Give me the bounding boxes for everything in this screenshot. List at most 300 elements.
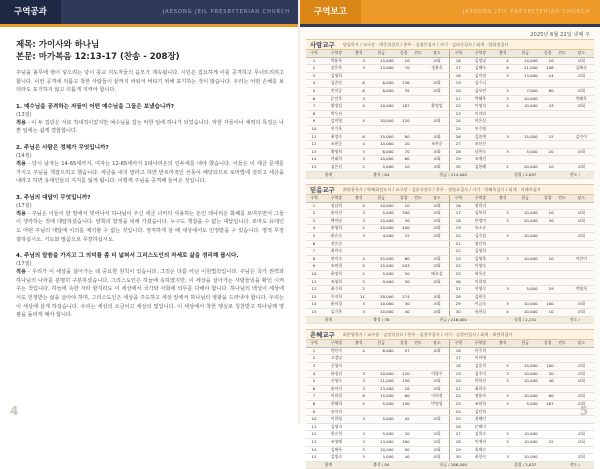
table-cell: 문해미 — [466, 423, 495, 431]
table-row — [306, 225, 594, 233]
table-cell: 교회 — [568, 454, 594, 462]
table-cell: 3 — [495, 454, 511, 462]
table-cell — [511, 240, 540, 248]
table-cell: 7,000 — [511, 87, 540, 95]
table-cell: 14 — [306, 301, 322, 309]
table-cell — [412, 423, 425, 431]
table-cell: 교회 — [568, 103, 594, 111]
table-cell: 40 — [396, 309, 412, 317]
church-name-right: JAESONG JEIL PRESBYTERIAN CHURCH — [462, 9, 590, 15]
table-cell: 17 — [450, 355, 466, 363]
total-row — [306, 316, 594, 324]
table-cell — [367, 110, 396, 118]
table-cell — [412, 263, 425, 271]
table-row — [306, 263, 594, 271]
table-cell: 하정선 — [322, 370, 351, 378]
table-cell: 교회 — [424, 255, 450, 263]
table-cell — [556, 233, 569, 241]
table-cell — [412, 125, 425, 133]
table-row — [306, 57, 594, 65]
table-cell: 10 — [396, 57, 412, 65]
table-cell: 교회 — [424, 454, 450, 462]
table-cell: 130 — [396, 400, 412, 408]
table-cell: 박우선 — [322, 110, 351, 118]
table-cell: 2 — [351, 163, 367, 171]
table-cell: 24 — [450, 118, 466, 126]
table-cell: 10,000 — [511, 393, 540, 401]
table-cell: 5,000 — [511, 148, 540, 156]
table-cell: 교회 — [424, 309, 450, 317]
table-cell — [424, 362, 450, 370]
table-cell: 136 — [396, 80, 412, 88]
table-row — [306, 87, 594, 95]
table-cell — [396, 408, 412, 416]
table-cell — [556, 87, 569, 95]
table-cell: 3 — [495, 87, 511, 95]
table-cell: 최정숙 — [322, 133, 351, 141]
table-cell: 26 — [450, 278, 466, 286]
table-cell — [367, 125, 396, 133]
table-cell — [568, 385, 594, 393]
table-cell: 교회 — [568, 301, 594, 309]
table-cell: 30 — [396, 278, 412, 286]
table-cell: 27 — [450, 141, 466, 149]
table-cell: 20,000 — [511, 163, 540, 171]
table-cell: 최혜숙 — [466, 446, 495, 454]
table-cell — [412, 286, 425, 294]
table-cell: 교회 — [568, 438, 594, 446]
table-cell: 27 — [450, 286, 466, 294]
table-cell — [511, 271, 540, 279]
table-cell — [540, 233, 556, 241]
table-row — [306, 362, 594, 370]
table-cell — [568, 355, 594, 363]
table-cell: 고경남 — [322, 355, 351, 363]
table-cell — [556, 423, 569, 431]
total-cell: 전도 / — [556, 461, 594, 469]
table-cell: 120 — [396, 370, 412, 378]
right-page — [300, 0, 600, 467]
table-cell — [556, 454, 569, 462]
table-cell: 조인선 — [466, 141, 495, 149]
table-cell: 6 — [306, 385, 322, 393]
table-cell: 교회 — [424, 202, 450, 210]
table-cell: 10,000 — [511, 95, 540, 103]
table-cell — [367, 355, 396, 363]
table-cell: 10,000 — [511, 431, 540, 439]
table-cell: 교회 — [424, 431, 450, 439]
table-cell: 교회 — [568, 309, 594, 317]
table-cell: 이지희 — [322, 293, 351, 301]
table-cell — [424, 286, 450, 294]
table-cell — [556, 163, 569, 171]
table-cell: 이영주 — [424, 370, 450, 378]
table-row — [306, 423, 594, 431]
table-cell: 김주미 — [466, 370, 495, 378]
table-cell: 전은순 — [322, 240, 351, 248]
table-cell — [367, 362, 396, 370]
table-cell: 3 — [495, 210, 511, 218]
table-cell — [351, 72, 367, 80]
table-cell — [540, 454, 556, 462]
table-cell: 5 — [495, 362, 511, 370]
table-cell: 이은실 — [466, 118, 495, 126]
table-cell: 교회 — [424, 446, 450, 454]
total-cell: 출석 / 84 — [351, 461, 412, 469]
table-cell: 42 — [396, 416, 412, 424]
table-cell — [568, 110, 594, 118]
question-heading: 1. 예수님을 공격하는 자들이 어떤 예수님을 그들은 보냈습니까? — [16, 103, 174, 110]
table-cell: 3 — [306, 72, 322, 80]
table-cell — [540, 263, 556, 271]
table-cell: 3 — [351, 148, 367, 156]
table-row — [306, 110, 594, 118]
table-cell — [396, 72, 412, 80]
table-cell — [412, 103, 425, 111]
table-cell: 김미정 — [466, 72, 495, 80]
table-cell — [412, 355, 425, 363]
table-cell: 17 — [450, 65, 466, 73]
total-cell: 성경 / 2,837 — [495, 461, 556, 469]
table-cell — [412, 233, 425, 241]
table-cell: 100 — [540, 362, 556, 370]
table-cell: 30 — [540, 217, 556, 225]
table-cell — [540, 141, 556, 149]
table-cell: 3 — [495, 438, 511, 446]
table-cell: 3 — [351, 309, 367, 317]
table-cell: 김주이 — [568, 133, 594, 141]
table-cell: 60 — [396, 255, 412, 263]
table-row — [306, 156, 594, 164]
table-cell: 23 — [450, 255, 466, 263]
table-cell: 35 — [396, 87, 412, 95]
table-cell: 3 — [351, 370, 367, 378]
table-cell — [495, 446, 511, 454]
table-cell: 최미숙 — [322, 248, 351, 256]
table-row — [306, 378, 594, 386]
table-cell — [556, 95, 569, 103]
table-cell: 4 — [351, 103, 367, 111]
table-cell — [540, 202, 556, 210]
column-header: 성경 — [540, 50, 556, 57]
table-cell: 22 — [450, 393, 466, 401]
table-cell: 6,000 — [367, 148, 396, 156]
table-cell: 15 — [396, 233, 412, 241]
table-cell: 10,000 — [367, 202, 396, 210]
table-cell — [568, 225, 594, 233]
table-cell: 조연희 — [466, 400, 495, 408]
table-cell: 120 — [396, 118, 412, 126]
question-application — [16, 210, 284, 244]
table-cell: 김영옥 — [466, 255, 495, 263]
table-cell: 300 — [396, 438, 412, 446]
table-cell: 김보연 — [466, 87, 495, 95]
table-cell: 17 — [450, 210, 466, 218]
total-cell: 헌금 / 266,000 — [412, 461, 495, 469]
table-cell — [495, 118, 511, 126]
district-header — [306, 329, 594, 340]
table-row — [306, 65, 594, 73]
application-label: 적용 — [16, 160, 27, 167]
table-cell — [495, 156, 511, 164]
table-row — [306, 278, 594, 286]
table-cell — [540, 293, 556, 301]
table-cell: 28 — [450, 438, 466, 446]
column-header: 헌금 — [511, 340, 540, 347]
table-cell: 교회 — [424, 293, 450, 301]
table-cell: 3 — [351, 210, 367, 218]
column-header: 구역장 — [322, 340, 351, 347]
table-cell: 5,000 — [367, 431, 396, 439]
table-cell: 3 — [351, 233, 367, 241]
table-cell: 10 — [306, 125, 322, 133]
table-cell — [556, 370, 569, 378]
column-header: 구역장 — [322, 195, 351, 202]
table-cell: 4,000 — [367, 233, 396, 241]
table-cell — [412, 446, 425, 454]
table-cell: 13 — [306, 438, 322, 446]
table-cell: 김영희 — [322, 72, 351, 80]
table-cell: 허옥순 — [466, 271, 495, 279]
table-cell: 60 — [396, 393, 412, 401]
column-header: 전도 — [556, 195, 569, 202]
table-row — [306, 347, 594, 355]
table-cell: 유소순 — [466, 225, 495, 233]
table-cell: 유헌실 — [466, 309, 495, 317]
table-cell: 김정남 — [466, 57, 495, 65]
table-cell: 23 — [450, 110, 466, 118]
table-cell: 10,000 — [367, 446, 396, 454]
table-cell: 21 — [450, 95, 466, 103]
table-cell — [396, 362, 412, 370]
table-cell: 8,000 — [367, 87, 396, 95]
table-cell: 16 — [450, 57, 466, 65]
table-cell: 20 — [396, 431, 412, 439]
table-cell: 28,000 — [367, 293, 396, 301]
table-cell: 80 — [396, 133, 412, 141]
table-cell: 15,000 — [367, 57, 396, 65]
table-cell — [412, 408, 425, 416]
table-cell — [540, 110, 556, 118]
table-cell — [556, 240, 569, 248]
table-cell — [568, 202, 594, 210]
page-number-right: 5 — [579, 404, 588, 418]
table-row — [306, 400, 594, 408]
table-cell — [556, 378, 569, 386]
table-cell: 18 — [450, 362, 466, 370]
table-cell — [351, 408, 367, 416]
table-cell: 교회 — [568, 378, 594, 386]
table-cell: 13 — [306, 148, 322, 156]
lesson-intro: 주님을 올무에 엮어 넣으려는 당시 종교 지도자들의 음모가 계속됩니다. 시민은 집요하게 이를 공격하고 무너뜨리려고 합니다. 이런 공격에 의롭고 착한 사람들이 끝까지 싸워서 버티기 위해 포기하는 것이 많습니다. 우리는 어떤 손해를 보더라도 포기하지 않고 의롭게 지켜야 합니다. — [16, 70, 284, 94]
table-cell: 교회 — [424, 278, 450, 286]
table-cell: 30 — [450, 454, 466, 462]
application-text: - 우리가 이 세상을 살아가는 데 중요한 원칙이 있습니다. 그것은 다름 아닌 이원법칙입니다. 주님은 국가 권력과 하나님의 나라를 분명히 구분하셨습니다. 그리스도인은 하늘에 속하였지만, 이 세상을 살아가는 사람들임을 확인 시켜주는 것입니다. 하늘에 속한 자라 할지라도 이 세상에서 국가와 사회에 의무를 다해야 합니다. 하나님의 백성이 세상에서도 인정받는 삶을 살아야 하며, 그리스도인은 세상을 주도하고 세상 앞에서 하나님의 영광을 드러내야 합니다. 우리는 이 세상에 살게 하셨습니다. 우리는 세상의 소금이고 세상의 빛입니다. 이 세상에서 착한 행실로 칭찬받고 하나님께 영광을 돌리게 해야 합니다. — [16, 269, 284, 319]
district-name: 은혜교구 — [310, 331, 335, 340]
table-cell: 30 — [396, 301, 412, 309]
column-header: 전도 — [556, 340, 569, 347]
table-cell: 교회 — [424, 80, 450, 88]
table-cell: 10,000 — [511, 255, 540, 263]
table-cell — [412, 110, 425, 118]
table-cell: 30 — [450, 309, 466, 317]
table-cell: 80 — [540, 87, 556, 95]
table-cell: 13,000 — [367, 65, 396, 73]
table-cell: 3 — [351, 217, 367, 225]
table-row — [306, 72, 594, 80]
table-cell: 2 — [306, 355, 322, 363]
column-header: 구역 — [306, 50, 322, 57]
table-cell: 30 — [450, 163, 466, 171]
table-cell: 이기옥 — [322, 125, 351, 133]
table-cell: 교회 — [424, 378, 450, 386]
table-cell: 조영해 — [322, 438, 351, 446]
table-cell: 3 — [351, 454, 367, 462]
table-cell: 3 — [495, 378, 511, 386]
table-cell: 11,000 — [367, 378, 396, 386]
table-cell: 9 — [306, 263, 322, 271]
table-cell: 10,000 — [511, 210, 540, 218]
table-row — [306, 240, 594, 248]
table-cell: 20 — [450, 378, 466, 386]
table-cell: 15,000 — [367, 263, 396, 271]
table-cell: 이미라 — [466, 110, 495, 118]
table-row — [306, 286, 594, 294]
table-cell — [412, 362, 425, 370]
column-header: 장소 — [568, 50, 594, 57]
table-cell — [412, 400, 425, 408]
table-row — [306, 416, 594, 424]
table-cell: 4 — [306, 80, 322, 88]
table-cell: 이금숙 — [466, 301, 495, 309]
table-cell: 유미자 — [322, 408, 351, 416]
table-row — [306, 133, 594, 141]
table-cell: 교회 — [568, 148, 594, 156]
table-cell: 이희정 — [322, 393, 351, 401]
column-header: 성경 — [540, 340, 556, 347]
table-cell — [396, 423, 412, 431]
table-cell: 김기옥 — [322, 309, 351, 317]
table-row — [306, 141, 594, 149]
table-cell: 9,000 — [367, 278, 396, 286]
table-cell: 4 — [351, 141, 367, 149]
table-cell: 3 — [495, 72, 511, 80]
table-cell: 10 — [306, 271, 322, 279]
column-header: 구역 — [306, 195, 322, 202]
table-cell — [412, 202, 425, 210]
table-cell: 현순희 — [322, 431, 351, 439]
table-cell: 교회 — [424, 347, 450, 355]
table-cell — [511, 156, 540, 164]
district-group — [306, 39, 594, 179]
table-cell: 29 — [450, 156, 466, 164]
table-cell — [412, 378, 425, 386]
district-staff: 최명용목사 / 박혜화전도사 / 교구장 · 김용석장로 / 총무 · 정원호집사 / 서기 · 박혜옥집사 / 회계 · 이해옥집사 — [342, 186, 541, 192]
table-cell — [412, 133, 425, 141]
table-cell: 28 — [450, 293, 466, 301]
table-cell: 100 — [540, 301, 556, 309]
table-cell: 28 — [450, 148, 466, 156]
table-cell — [424, 240, 450, 248]
table-cell: 19 — [450, 80, 466, 88]
table-cell: 김영희 — [466, 248, 495, 256]
table-cell: 11 — [306, 278, 322, 286]
table-cell: 이명숙 — [466, 286, 495, 294]
table-cell — [412, 293, 425, 301]
table-cell: 40 — [396, 454, 412, 462]
table-cell: 3 — [351, 385, 367, 393]
table-cell: 4 — [351, 347, 367, 355]
table-cell: 5,000 — [367, 163, 396, 171]
table-cell: 이민이 — [568, 255, 594, 263]
church-name-left: JAESONG JEIL PRESBYTERIAN CHURCH — [162, 9, 290, 15]
table-cell — [495, 110, 511, 118]
district-header — [306, 184, 594, 195]
district-name: 사랑교구 — [310, 41, 335, 49]
table-cell: 6 — [351, 80, 367, 88]
table-cell: 60 — [396, 156, 412, 164]
table-cell: 이희영 — [322, 416, 351, 424]
column-header: 구역 — [450, 50, 466, 57]
table-cell — [556, 118, 569, 126]
table-cell: 김인희 — [466, 408, 495, 416]
table-cell — [424, 72, 450, 80]
table-cell: 2 — [306, 65, 322, 73]
table-cell: 10,000 — [511, 233, 540, 241]
table-cell — [412, 347, 425, 355]
table-cell: 14 — [306, 156, 322, 164]
table-cell — [568, 423, 594, 431]
table-cell — [367, 95, 396, 103]
table-cell: 3 — [495, 301, 511, 309]
table-cell: 15,000 — [511, 362, 540, 370]
table-cell: 29 — [540, 286, 556, 294]
table-cell — [556, 110, 569, 118]
district-name: 믿음교구 — [310, 186, 335, 195]
column-header: 전도 — [556, 50, 569, 57]
table-cell — [351, 355, 367, 363]
table-row — [306, 163, 594, 171]
table-cell: 김현숙 — [466, 293, 495, 301]
table-cell: 인미공 — [322, 87, 351, 95]
table-cell: 7 — [306, 103, 322, 111]
table-header-row — [306, 50, 594, 57]
right-section-title: 구역보고 — [300, 0, 361, 24]
district-table — [306, 340, 594, 469]
table-row — [306, 118, 594, 126]
table-cell — [556, 133, 569, 141]
column-header: 구역장 — [466, 195, 495, 202]
table-cell — [367, 72, 396, 80]
table-cell — [412, 370, 425, 378]
table-cell: 이예자 — [466, 438, 495, 446]
column-header: 구역 — [450, 340, 466, 347]
table-cell — [396, 110, 412, 118]
column-header: 출석 — [351, 50, 367, 57]
table-cell — [351, 240, 367, 248]
table-cell — [412, 240, 425, 248]
table-cell: 정인희 — [466, 240, 495, 248]
table-cell — [412, 278, 425, 286]
table-cell: 김명숙 — [322, 454, 351, 462]
table-cell: 김수니 — [466, 80, 495, 88]
table-cell — [511, 408, 540, 416]
table-cell — [556, 255, 569, 263]
table-cell: 16 — [450, 202, 466, 210]
table-cell — [412, 454, 425, 462]
table-cell — [495, 263, 511, 271]
report-date: 2025년 6월 22일 넷째 주 — [530, 32, 590, 38]
